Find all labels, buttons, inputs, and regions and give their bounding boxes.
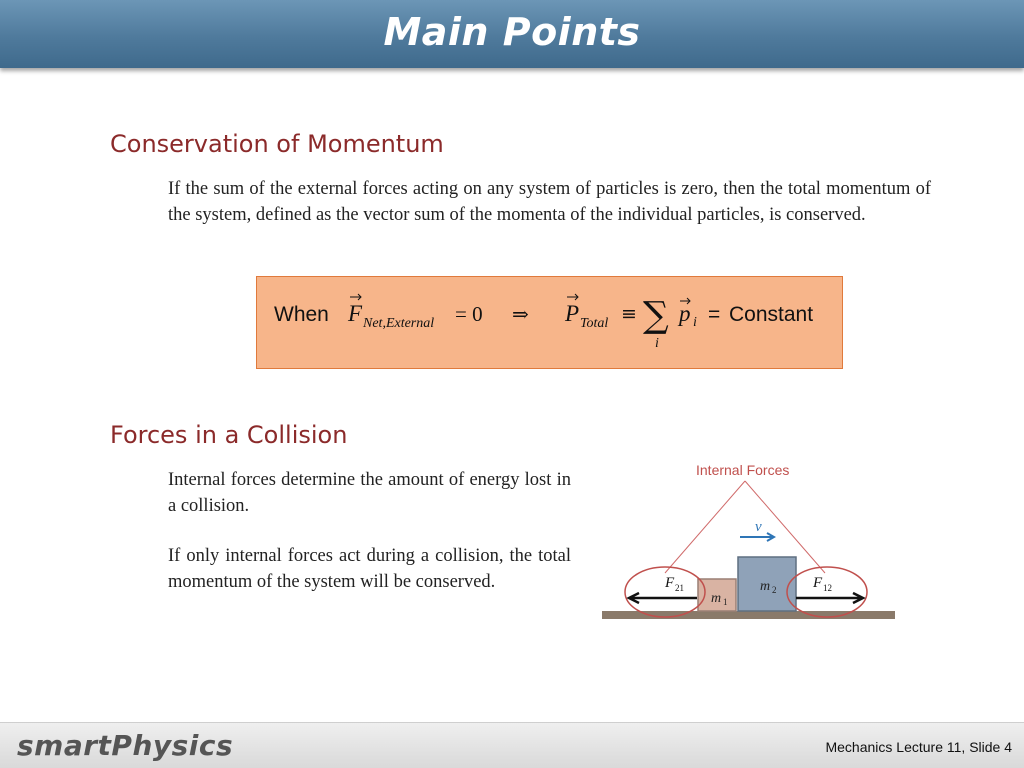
formula-sum: ∑ xyxy=(643,295,669,336)
formula-total-momentum: P xyxy=(565,301,580,326)
force-f21-subscript: 21 xyxy=(675,583,684,593)
section-heading-collision: Forces in a Collision xyxy=(110,421,348,449)
block-m2-label: m xyxy=(760,579,771,594)
formula-constant: Constant xyxy=(729,303,814,326)
formula-total-subscript: Total xyxy=(580,316,609,331)
collision-paragraph-2: If only internal forces act during a collision, the total momentum of the system will be conserved. xyxy=(168,546,571,592)
formula-when: When xyxy=(274,303,329,326)
force-f12-subscript: 12 xyxy=(823,583,832,593)
smartphysics-logo: smartPhysics xyxy=(17,729,234,762)
section-heading-momentum: Conservation of Momentum xyxy=(110,130,444,158)
formula-momentum: p xyxy=(679,301,691,326)
pointer-line-left xyxy=(665,481,745,573)
formula-box xyxy=(256,276,843,369)
momentum-formula xyxy=(257,277,844,370)
momentum-paragraph: If the sum of the external forces acting on any system of particles is zero, then the total momentum of the system, defined as the vector sum of the momenta of the individual particles, is conserved. xyxy=(168,179,931,225)
collision-paragraph-1: Internal forces determine the amount of energy lost in a collision. xyxy=(168,470,571,516)
formula-equals: = xyxy=(708,303,721,326)
slide-title: Main Points xyxy=(383,10,641,54)
formula-equiv: ≡ xyxy=(621,303,637,325)
formula-sum-index: i xyxy=(655,336,659,351)
formula-momentum-subscript: i xyxy=(693,315,697,330)
block-m1-label: m xyxy=(711,591,722,606)
internal-forces-label: Internal Forces xyxy=(696,462,790,478)
formula-net-force: F xyxy=(348,301,363,326)
formula-equals-zero: = 0 xyxy=(455,302,483,326)
block-m1-subscript: 1 xyxy=(723,597,728,607)
formula-net-force-subscript: Net,External xyxy=(363,316,435,331)
force-arrow-left-icon xyxy=(629,593,697,603)
force-f21-label: F xyxy=(665,575,675,591)
formula-implies: ⇒ xyxy=(512,302,529,326)
slide-caption: Mechanics Lecture 11, Slide 4 xyxy=(825,739,1012,755)
force-arrow-right-icon xyxy=(796,593,863,603)
velocity-label: v xyxy=(755,519,762,535)
footer-bar xyxy=(0,722,1024,768)
force-f12-label: F xyxy=(813,575,823,591)
title-bar xyxy=(0,0,1024,68)
block-m2-subscript: 2 xyxy=(772,585,777,595)
collision-diagram xyxy=(595,455,905,630)
